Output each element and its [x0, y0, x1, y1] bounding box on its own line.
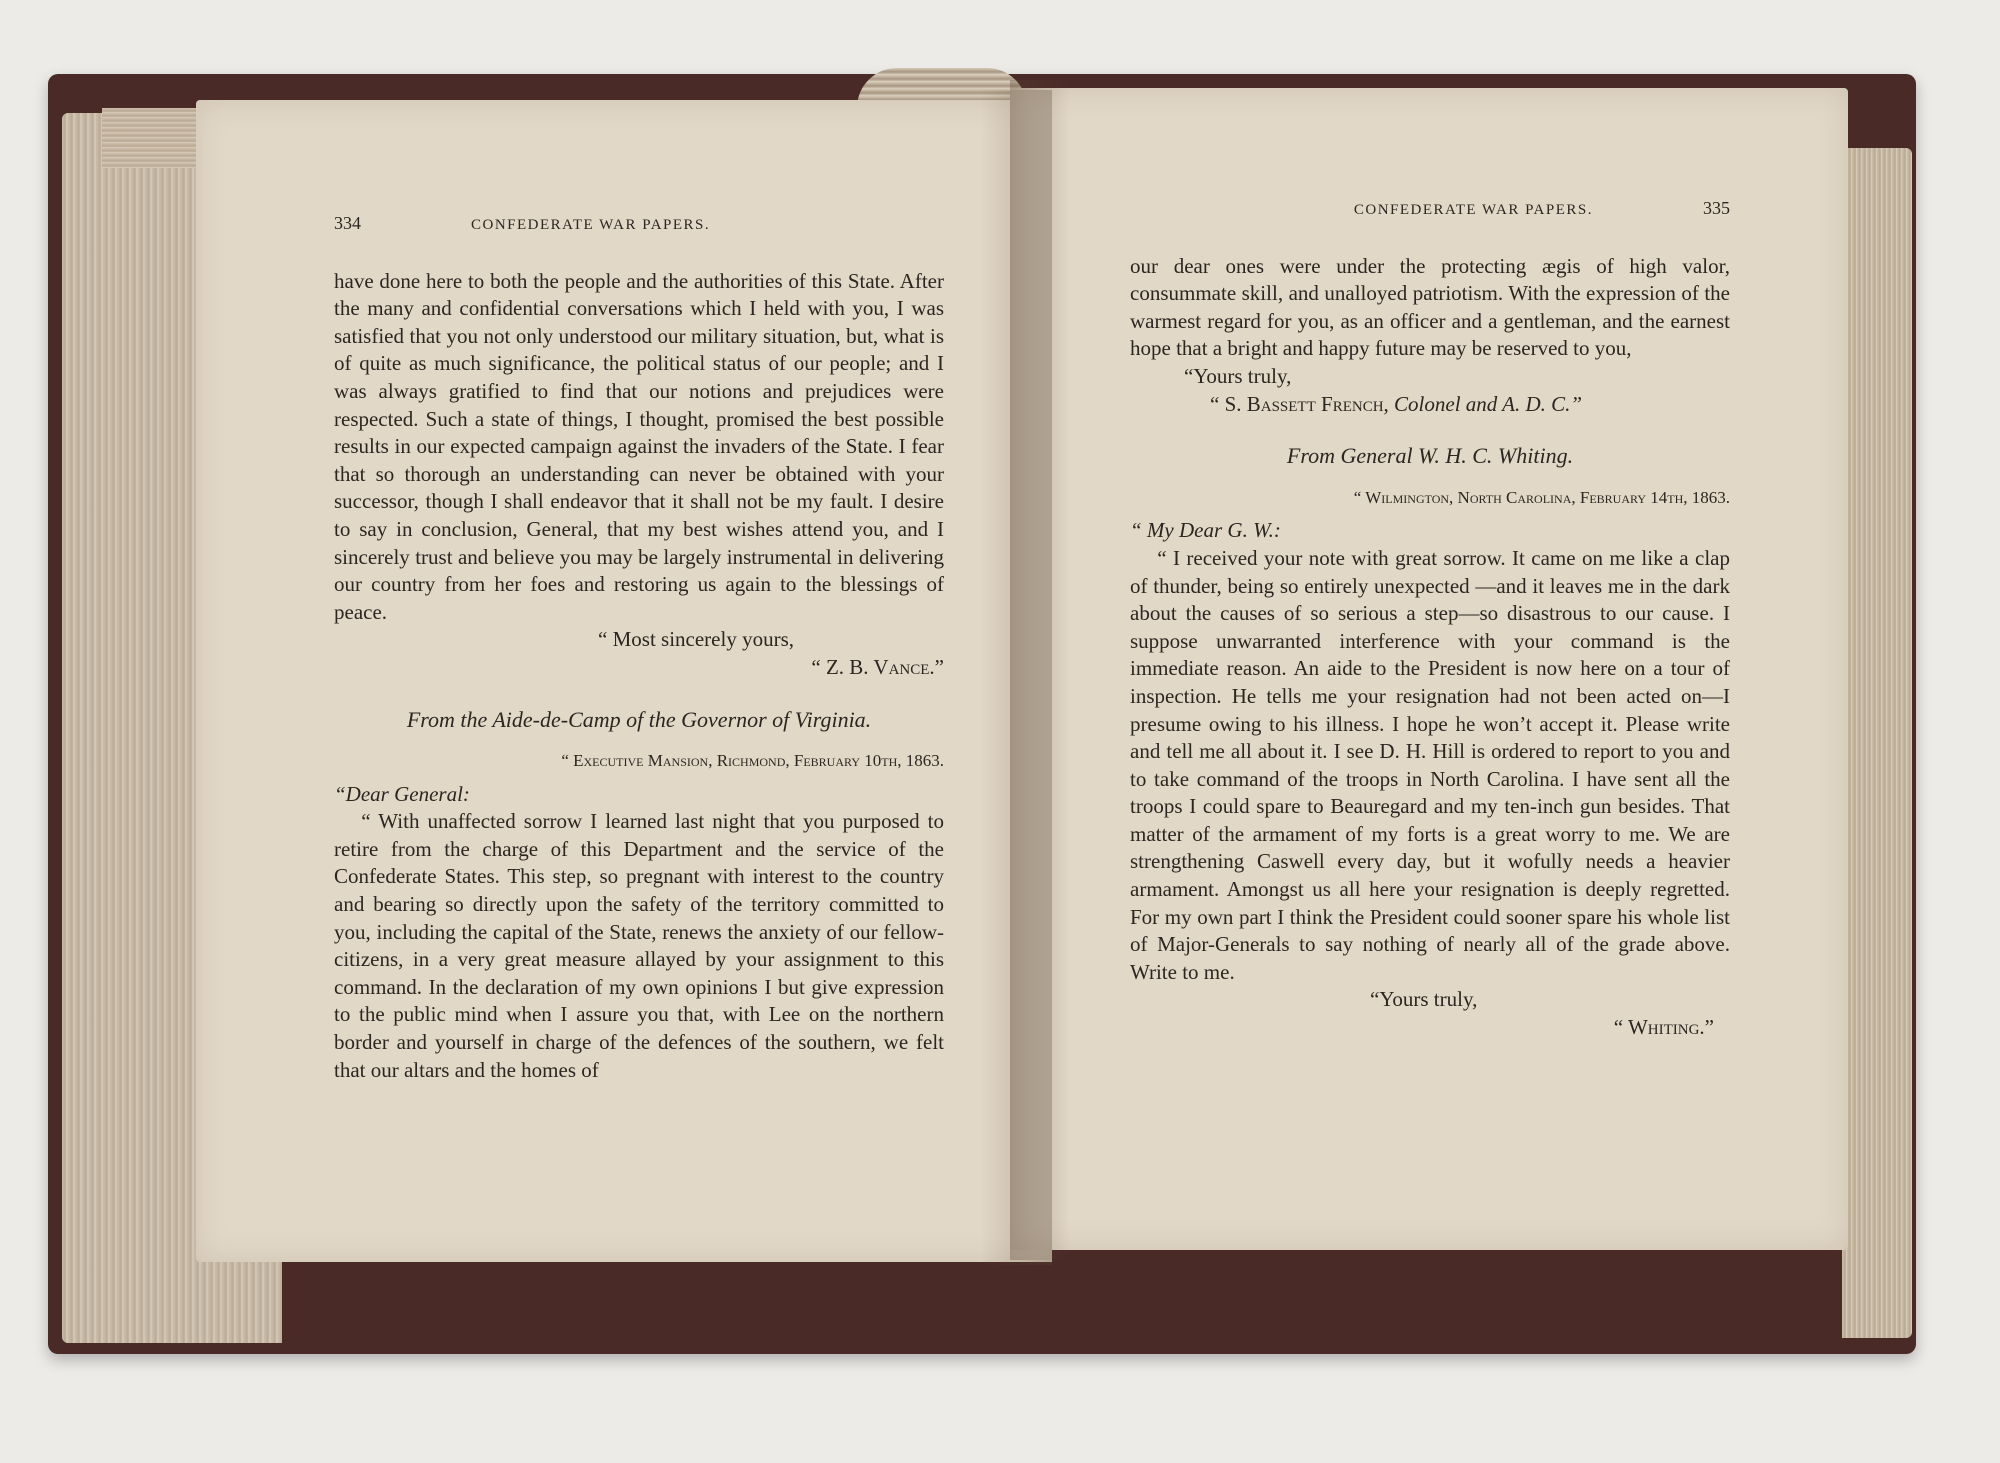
letter-signature: “ Whiting.”: [1613, 1015, 1714, 1040]
salutation: “Dear General:: [334, 781, 470, 806]
letter-closing: “ Most sincerely yours,: [598, 627, 794, 652]
section-heading: From General W. H. C. Whiting.: [1286, 443, 1574, 469]
body-paragraph: our dear ones were under the protecting ægis of high valor, consummate skill, and unalloyed patriotism. With the expression of the warmest regard for you, as an officer and a gentleman, and the earnest hope that a bright and happy future may be reserved to you,: [1130, 253, 1730, 361]
salutation: “ My Dear G. W.:: [1130, 518, 1281, 543]
page-number: 334: [334, 213, 361, 233]
letter-closing: “Yours truly,: [1184, 363, 1292, 388]
running-title: CONFEDERATE WAR PAPERS.: [1353, 202, 1593, 218]
page-number: 335: [1703, 198, 1730, 218]
running-title: CONFEDERATE WAR PAPERS.: [471, 217, 711, 233]
page-edges-right: [1842, 148, 1912, 1338]
letter-signature: [1130, 391, 1730, 419]
running-head: [334, 210, 944, 240]
dateline: “ Executive Mansion, Richmond, February 10th, 1863.: [561, 751, 944, 771]
right-page-text: [1130, 195, 1730, 1042]
gutter-shadow-right: [1010, 80, 1070, 1260]
running-head: [1130, 195, 1730, 225]
letter-closing: “Yours truly,: [1370, 987, 1478, 1012]
body-paragraph: “ I received your note with great sorrow. It came on me like a clap of thunder, being so entirely unexpected —and it leaves me in the dark about the causes of so serious a step—so disastrous to our cause. I suppose unwarranted interference with your command is the immediate reason. An aide to the President is now here on a tour of inspection. He tells me your resignation had not been acted on—I presume owing to his illness. I hope he won’t accept it. Please write and tell me all about it. I see D. H. Hill is ordered to report to you and to take command of the troops in North Carolina. I have sent all the troops I could spare to Beauregard and my ten-inch gun besides. That matter of the armament of my forts is a great worry to me. We are strengthening Caswell every day, but it wofully needs a heavier armament. Amongst us all here your resignation is deeply regretted. For my own part I think the President could sooner spare his whole list of Major-Generals to say nothing of nearly all of the grade above. Write to me.: [1130, 545, 1730, 984]
dateline: “ Wilmington, North Carolina, February 14th, 1863.: [1353, 487, 1730, 507]
body-paragraph: have done here to both the people and the authorities of this State. After the many and confidential conversations which I held with you, I was satisfied that you not only understood our military situation, but, what is of quite as much significance, the political status of our people; and I was always gratified to find that our notions and prejudices were respected. Such a state of things, I thought, promised the best possible results in our expected campaign against the invaders of the State. I fear that so thorough an understanding can never be obtained with your successor, though I shall endeavor that it shall not be my fault. I desire to say in conclusion, General, that my best wishes attend you, and I sincerely trust and believe you may be largely instrumental in delivering our country from her foes and restoring us again to the blessings of peace.: [334, 268, 944, 624]
section-heading: From the Aide-de-Camp of the Governor of Virginia.: [406, 706, 872, 732]
signature-name: “ S. Bassett French,: [1210, 391, 1389, 416]
letter-signature: “ Z. B. Vance.”: [811, 654, 944, 679]
signature-title: Colonel and A. D. C.”: [1394, 391, 1583, 416]
left-page-text: [334, 210, 944, 1084]
body-paragraph: “ With unaffected sorrow I learned last night that you purposed to retire from the charge of this Department and the service of the Confederate States. This step, so pregnant with interest to the country and bearing so directly upon the safety of the territory committed to you, including the capital of the State, renews the anxiety of our fellow-citizens, in a very great measure allayed by your assignment to this command. In the declaration of my own opinions I but give expression to the public mind when I assure you that, with Lee on the northern border and yourself in charge of the defences of the southern, we felt that our altars and the homes of: [334, 809, 944, 1082]
